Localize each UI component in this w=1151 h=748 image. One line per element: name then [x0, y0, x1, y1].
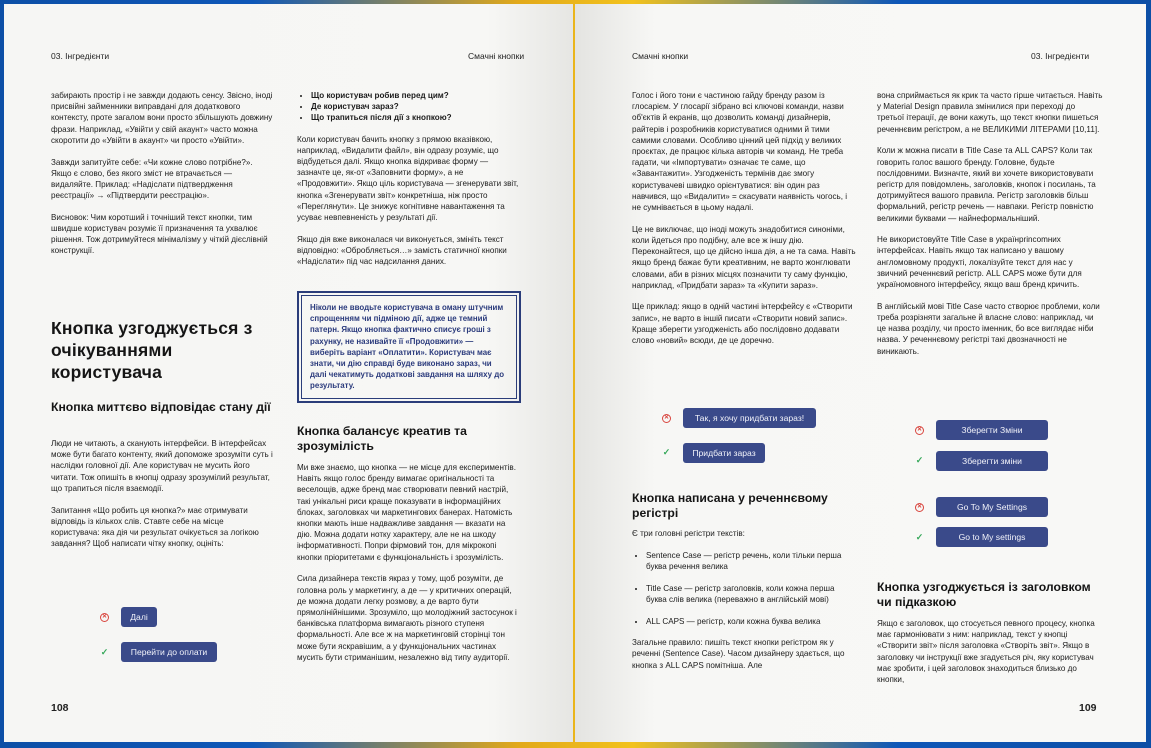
paragraph: В англійській мові Title Case часто створює проблеми, коли треба розрізняти загальне й власне слово: наприклад, чи це назва розділу, чи просто іменник, бо все виглядає ніби назва. У реченнєвому регістрі такі двозначності не виникають.	[877, 301, 1100, 356]
incorrect-icon: ✕	[101, 614, 108, 620]
list-item: • Title Case — регістр заголовків, коли кожна перша буква слів велика (переважно в англійській мові)	[646, 583, 857, 605]
paragraph: Коли ж можна писати в Title Case та ALL CAPS? Коли так говорить голос вашого бренду. Головне, будьте послідовними. Визначте, який ви хочете використовувати регістр для повідомлень, заголовків, кнопок і посилань, та дотримуйтеся вашого правила. Регістр заголовків більш формальний, регістр речень — навпаки. Регістр повністю великими буквами — найнеформальніший.	[877, 146, 1096, 223]
save-changes-title-case-button[interactable]: Зберегти Зміни	[936, 420, 1048, 440]
page-number: 109	[1079, 702, 1097, 714]
left-column-1-body	[51, 438, 273, 560]
go-to-settings-title-case-button[interactable]: Go To My Settings	[936, 497, 1048, 517]
incorrect-icon: ✕	[916, 504, 923, 510]
paragraph: Висновок: Чим коротший і точніший текст кнопки, тим швидше користувач розуміє її призначення та ухвалює рішення. Тож дотримуйтеся мінімалізму у чіткій дієслівній конструкції.	[51, 212, 268, 256]
paragraph: Завжди запитуйте себе: «Чи кожне слово потрібне?». Якщо є слово, без якого зміст не втрачається — видаляйте. Приклад: «Надіслати підтвердження реєстрації» → «Підтвердити реєстрацію».	[51, 157, 253, 201]
left-header-title: Смачні кнопки	[468, 51, 525, 61]
paragraph: вона сприймається як крик та часто гірше читається. Навіть у Material Design правила змінилися при переході до третьої ітерації, де вони кажуть, що текст кнопки пишеться реченнєвим регістром, а не ВЕЛИКИМИ ЛІТЕРАМИ [10,11].	[877, 91, 1103, 134]
section-heading-block	[51, 317, 276, 383]
list-item: • Sentence Case — регістр речень, коли тільки перша буква речення велика	[646, 550, 857, 572]
incorrect-icon: ✕	[663, 415, 670, 421]
subsection-heading-block	[297, 424, 517, 454]
right-header-chapter: 03. Інгредієнти	[1031, 51, 1090, 61]
paragraph: Голос і його тони є частиною гайду бренду разом із глосарієм. У глосарії зібрано всі ключові команди, назви об'єктів й екранів, що дозволить команді дизайнерів, райтерів і розробників користуватися одними й тими самими словами. Особливо цінний цей підхід у великих проєктах, де працює кілька авторів чи команд. Не треба гадати, чи «Імпортувати» означає те саме, що «Завантажити». Узгодженість термінів дає змогу користувачеві швидко орієнтуватися: він один раз навчився, що «Видалити» = скасувати наявність чогось, і не сумнівається в цьому надалі.	[632, 91, 848, 213]
buy-now-exclaim-button[interactable]: Так, я хочу придбати зараз!	[683, 408, 816, 428]
paragraph: Загальне правило: пишіть текст кнопки регістром як у реченні (Sentence Case). Часом дизайнеру здається, що кнопка з ALL CAPS помітніша. Але	[632, 638, 845, 670]
subsection-heading-block	[632, 491, 857, 521]
right-page	[575, 4, 1146, 742]
paragraph: Ще приклад: якщо в одній частині інтерфейсу є «Створити запис», не варто в іншій писати «Створити новий запис». Краще зберегти узгодженість або послідовно додавати слово «новий» всюди, де це доречно.	[632, 302, 853, 346]
section-heading: Кнопка узгоджується з очікуваннями користувача	[51, 318, 253, 382]
left-column-1	[51, 90, 273, 267]
question-list	[297, 90, 521, 124]
paragraph: Люди не читають, а сканують інтерфейси. В інтерфейсах може бути багато контенту, який допоможе зрозуміти суть і наслідки головної дії. Але користувач не мусить його читати. Тож опишіть в кнопці одразу зрозумілий результат, що трапиться після взаємодії.	[51, 439, 273, 493]
paragraph: Якщо дія вже виконалася чи виконується, змініть текст відповідно: «Обробляється…» замість статичної кнопки «Надіслати» під час надсилання даних.	[297, 234, 507, 267]
left-column-2-body	[297, 462, 521, 673]
subsection-heading-block	[51, 400, 276, 415]
left-page	[4, 4, 573, 742]
right-column-1	[632, 90, 857, 357]
list-item: • Що користувач робив перед цим?	[311, 90, 521, 101]
page-number: 108	[51, 702, 69, 714]
subsection-heading: Кнопка написана у реченнєвому регістрі	[632, 491, 828, 520]
incorrect-icon: ✕	[916, 427, 923, 433]
paragraph: Сила дизайнера текстів якраз у тому, щоб розуміти, де головна роль у маркетингу, а де — у критичних операцій, де можна додати легку розмову, а де варто бути прямолінійнішими. Зрозуміло, що молодіжний застосунок і банківська платформа вимагають різного ступеня формальності. Але все ж на маркетинговій сторінці тон може бути яскравішим, а у функціональних частинах мусить бути стриманішим, незалежно від типу аудиторії.	[297, 574, 517, 662]
paragraph: Запитання «Що робить ця кнопка?» має отримувати відповідь із кількох слів. Ставте себе на місце користувача: яка дія чи результат очікується за логікою завдання? Щоб написати чітку кнопку, оцініть:	[51, 505, 259, 549]
paragraph: Не використовуйте Title Case в українprincomних інтерфейсах. Навіть якщо так написано у вашому англомовному продукті, локалізуйте текст для нас у звичний реченнєвий регістр. ALL CAPS може бути для україномовного інтерфейсу, якщо ваш бренд кричить.	[877, 235, 1082, 290]
warning-callout	[297, 291, 521, 403]
paragraph: Якщо є заголовок, що стосується певного процесу, кнопка має гармоніювати з ним: наприклад, текст у кнопці «Створити звіт» після заголовка «Створіть звіт». Якщо в заголовку чи інструкції вже згадується річ, яку користувач має зробити, і цей заголовок знаходиться близько до кнопки,	[877, 619, 1095, 685]
paragraph: Ми вже знаємо, що кнопка — не місце для експериментів. Навіть якщо голос бренду вимагає оригінальності та веселощів, адже бренд має створювати певний настрій, такі унікальні риси краще показувати в інформаційних блоках, заголовках чи маркетингових банерах. Натомість кнопки мають інше надважливе завдання — вказати на дію. Можна додати нотку характеру, але не на шкоду інформативності. Попри фірмовий тон, для мікрокопі кнопки пріоритетами є функціональність і зрозумілість.	[297, 463, 516, 562]
right-column-2	[877, 90, 1103, 367]
paragraph: Це не виключає, що іноді можуть знадобитися синоніми, коли йдеться про подібну, але все ж іншу дію. Переконайтеся, що це дійсно інша дія, а не та сама. Навіть якщо бренд бажає бути креативним, не варто жонглювати словами, аби в різних місцях позначити ту саму функцію, наприклад, «Придбати зараз» та «Купити зараз».	[632, 224, 856, 290]
subsection-heading: Кнопка балансує креатив та зрозумілість	[297, 424, 467, 453]
list-item: • ALL CAPS — регістр, коли кожна буква велика	[646, 616, 857, 627]
subsection-heading: Кнопка узгоджується із заголовком чи підказкою	[877, 580, 1091, 609]
case-list	[632, 550, 857, 627]
correct-icon: ✓	[100, 647, 109, 657]
right-header-title: Смачні кнопки	[632, 51, 689, 61]
go-to-settings-button[interactable]: Go to My settings	[936, 527, 1048, 547]
subsection-heading: Кнопка миттєво відповідає стану дії	[51, 400, 271, 414]
left-header-chapter: 03. Інгредієнти	[51, 51, 110, 61]
correct-icon: ✓	[915, 455, 924, 465]
right-column-1-body	[632, 528, 857, 681]
correct-icon: ✓	[915, 532, 924, 542]
paragraph: Коли користувач бачить кнопку з прямою вказівкою, наприклад, «Видалити файл», він одразу розуміє, що відбудеться далі. Якщо кнопка відкриває форму — зазначте це, як-от «Заповнити форму», а не «Продовжити». Якщо ціль користувача — згенерувати звіт, кнопка «Згенерувати звіт» конкретніша, ніж просто «Переглянути». Це знижує когнітивне навантаження та усуває невпевненість у результаті дії.	[297, 134, 519, 223]
save-changes-button[interactable]: Зберегти зміни	[936, 451, 1048, 471]
callout-text: Ніколи не вводьте користувача в оману штучним спрощенням чи підміною дії, адже це темний патерн. Якщо кнопка фактично списує гроші з рахунку, не називайте її «Продовжити» — виберіть варіант «Оплатити». Користувач має знати, чи дію справді буде виконано зараз, чи далі чекатимуть додаткові завдання на шляху до результату.	[301, 295, 517, 399]
next-button[interactable]: Далі	[121, 607, 157, 627]
go-to-payment-button[interactable]: Перейти до оплати	[121, 642, 217, 662]
list-item: • Що трапиться після дії з кнопкою?	[311, 112, 521, 123]
left-column-2	[297, 90, 521, 278]
list-item: • Де користувач зараз?	[311, 101, 521, 112]
right-column-2-body	[877, 618, 1103, 696]
buy-now-button[interactable]: Придбати зараз	[683, 443, 765, 463]
paragraph: Є три головні регістри текстів:	[632, 529, 745, 538]
subsection-heading-block	[877, 580, 1097, 610]
paragraph: забирають простір і не завжди додають сенсу. Звісно, іноді присвійні займенники виправдані для додаткового контексту, проте загалом вони просто збільшують довжину фрази. Наприклад, «Увійти у свій акаунт» часто можна скоротити до «Увійти в акаунт» чи просто «Увійти».	[51, 91, 273, 145]
correct-icon: ✓	[662, 447, 671, 457]
